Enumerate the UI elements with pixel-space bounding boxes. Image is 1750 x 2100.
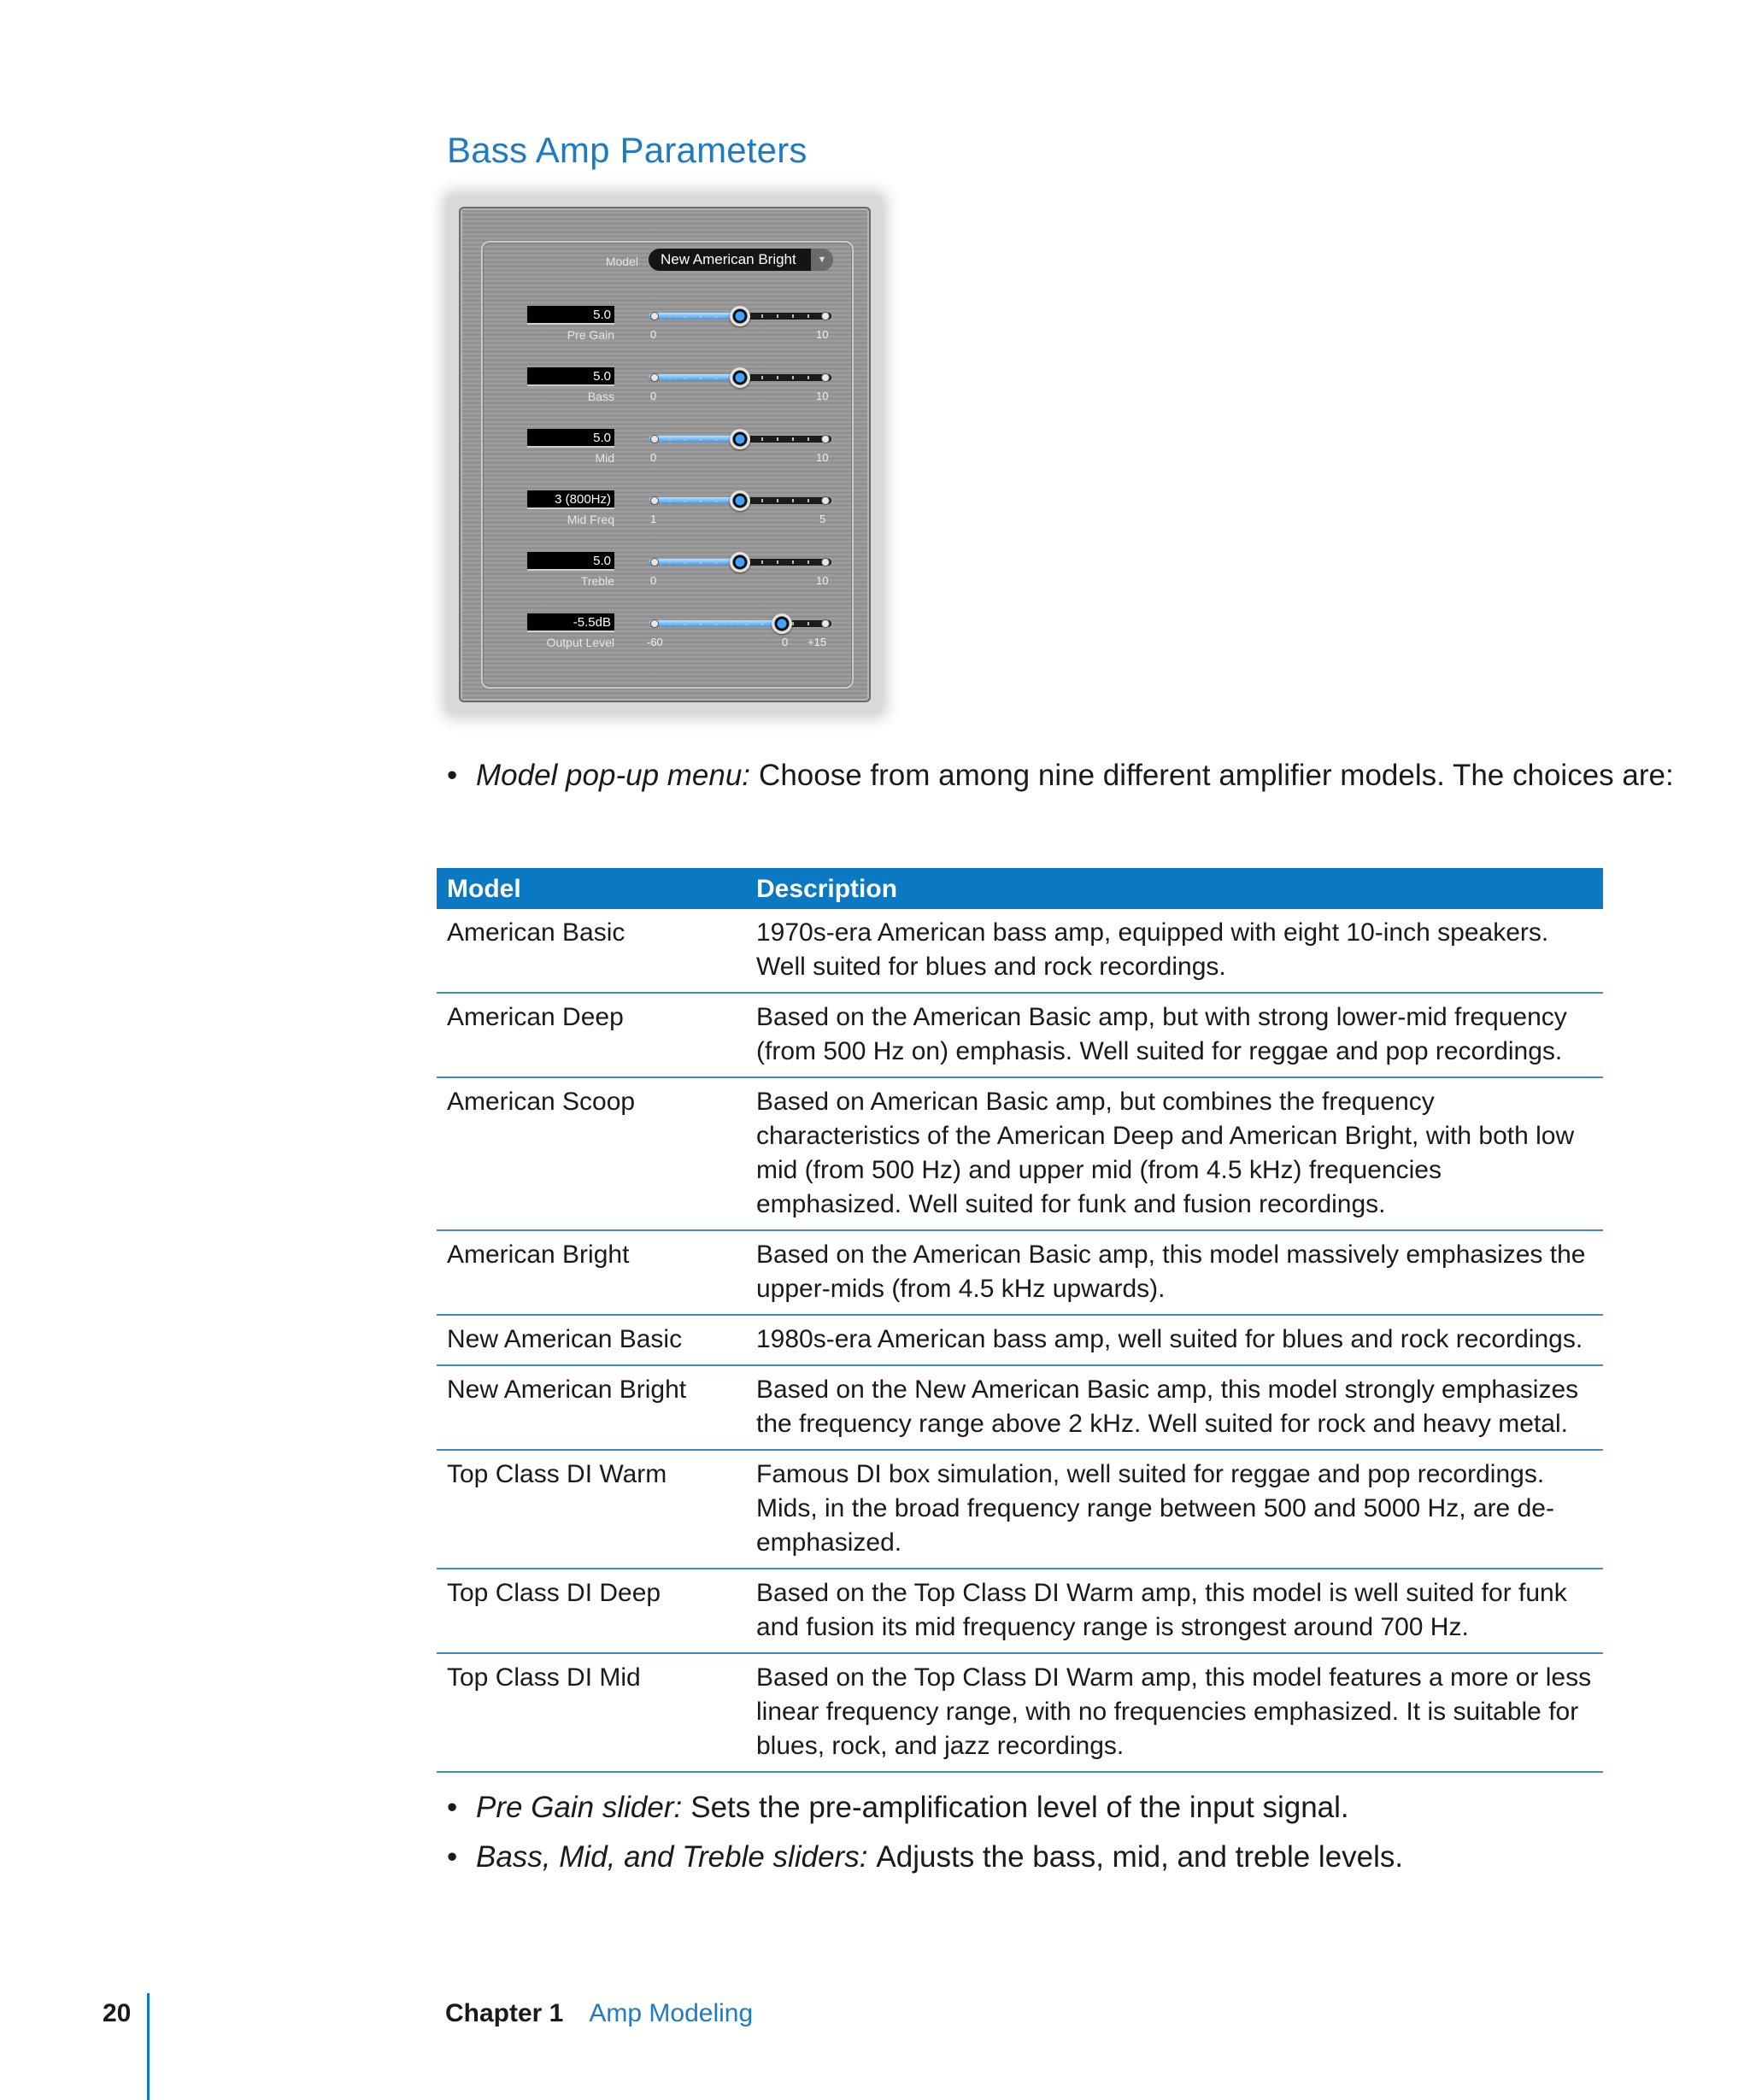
scale-mid: 0: [782, 636, 789, 648]
slider-thumb[interactable]: [730, 552, 750, 572]
bass-slider[interactable]: [649, 374, 831, 381]
slider-thumb[interactable]: [772, 613, 792, 634]
table-row: [437, 1450, 1603, 1569]
model-cell: New American Basic: [437, 1315, 746, 1365]
model-label: Model: [605, 255, 638, 268]
bullet-body: Adjusts the bass, mid, and treble levels.: [876, 1840, 1404, 1874]
pre-gain-label: Pre Gain: [567, 328, 614, 342]
scale-max: +15: [807, 636, 827, 648]
treble-slider-row: [459, 552, 871, 613]
table-row: [437, 1315, 1603, 1365]
chevron-down-icon: ▼: [811, 249, 833, 271]
treble-slider[interactable]: [649, 559, 831, 566]
bullet-body: Choose from among nine different amplifier models. The choices are:: [759, 759, 1674, 792]
scale-min: 1: [650, 513, 657, 525]
slider-start-cap: [650, 619, 659, 628]
slider-end-cap: [821, 312, 830, 320]
treble-label: Treble: [580, 574, 614, 588]
model-cell: American Scoop: [437, 1077, 746, 1230]
model-popup-bullet: [447, 755, 1674, 796]
slider-start-cap: [650, 373, 659, 382]
scale-max: 10: [816, 574, 829, 587]
chapter-footer: [445, 1999, 753, 2028]
bullet-dot: •: [447, 1840, 458, 1874]
section-title: Bass Amp Parameters: [447, 130, 807, 171]
panel-brushed-metal: [459, 207, 871, 702]
slider-thumb[interactable]: [730, 429, 750, 449]
model-popup-menu[interactable]: [649, 249, 833, 271]
output-level-slider-row: [459, 613, 871, 675]
table-row: [437, 1365, 1603, 1450]
output-level-slider[interactable]: [649, 620, 831, 627]
treble-value-field[interactable]: 5.0: [527, 552, 614, 571]
bass-value-field[interactable]: 5.0: [527, 367, 614, 386]
model-cell: American Bright: [437, 1230, 746, 1315]
model-cell: Top Class DI Warm: [437, 1450, 746, 1569]
pre-gain-slider-row: [459, 306, 871, 367]
output-level-label: Output Level: [546, 636, 614, 649]
bullet-lead: Model pop-up menu:: [476, 759, 751, 792]
model-cell: Top Class DI Deep: [437, 1569, 746, 1653]
pre-gain-value-field[interactable]: 5.0: [527, 306, 614, 325]
table-row: [437, 1569, 1603, 1653]
mid-freq-label: Mid Freq: [567, 513, 614, 526]
table-row: [437, 1077, 1603, 1230]
slider-end-cap: [821, 435, 830, 443]
bass-label: Bass: [587, 390, 614, 403]
model-cell: Top Class DI Mid: [437, 1653, 746, 1772]
model-cell: New American Bright: [437, 1365, 746, 1450]
slider-thumb[interactable]: [730, 306, 750, 326]
scale-min: 0: [650, 451, 657, 464]
table-row: [437, 1230, 1603, 1315]
description-cell: Based on the Top Class DI Warm amp, this model features a more or less linear frequency range, with no frequencies emphasized. It is suitable for blues, rock, and jazz recordings.: [746, 1653, 1603, 1772]
bullet-text: [476, 755, 1674, 796]
mid-value-field[interactable]: 5.0: [527, 429, 614, 448]
scale-min: -60: [647, 636, 663, 648]
page-number: 20: [103, 1999, 132, 2027]
page-number-rule: [147, 1993, 150, 2100]
table-row: [437, 1653, 1603, 1772]
slider-end-cap: [821, 496, 830, 505]
mid-slider-row: [459, 429, 871, 490]
column-header-description: Description: [746, 868, 1603, 909]
description-cell: 1980s-era American bass amp, well suited for blues and rock recordings.: [746, 1315, 1603, 1365]
model-popup-value: New American Bright: [661, 251, 796, 267]
amp-models-table: [437, 868, 1603, 1773]
slider-thumb[interactable]: [730, 490, 750, 511]
bullet-dot: •: [447, 1791, 458, 1824]
mid-label: Mid: [595, 451, 614, 465]
description-cell: 1970s-era American bass amp, equipped with eight 10-inch speakers. Well suited for blues and rock recordings.: [746, 909, 1603, 993]
scale-max: 10: [816, 328, 829, 341]
slider-ticks: [654, 622, 826, 625]
description-cell: Famous DI box simulation, well suited for reggae and pop recordings. Mids, in the broad frequency range between 500 and 5000 Hz, are de-emphasized.: [746, 1450, 1603, 1569]
bass-slider-row: [459, 367, 871, 429]
chapter-label: Chapter 1: [445, 1999, 564, 2027]
bullet-lead: Bass, Mid, and Treble sliders:: [476, 1840, 868, 1874]
mid-freq-slider[interactable]: [649, 497, 831, 504]
description-cell: Based on the Top Class DI Warm amp, this model is well suited for funk and fusion its mid frequency range is strongest around 700 Hz.: [746, 1569, 1603, 1653]
scale-max: 10: [816, 390, 829, 402]
description-cell: Based on the American Basic amp, this model massively emphasizes the upper-mids (from 4.5 kHz upwards).: [746, 1230, 1603, 1315]
scale-max: 5: [819, 513, 826, 525]
slider-start-cap: [650, 496, 659, 505]
description-cell: Based on the American Basic amp, but with strong lower-mid frequency (from 500 Hz on) emphasis. Well suited for reggae and pop recordings.: [746, 993, 1603, 1077]
mid-slider[interactable]: [649, 436, 831, 443]
pre-gain-bullet: [447, 1787, 1349, 1828]
slider-end-cap: [821, 373, 830, 382]
bullet-lead: Pre Gain slider:: [476, 1791, 683, 1824]
slider-start-cap: [650, 435, 659, 443]
scale-min: 0: [650, 574, 657, 587]
table-header-row: [437, 868, 1603, 909]
table-row: [437, 993, 1603, 1077]
bullet-body: Sets the pre-amplification level of the input signal.: [690, 1791, 1349, 1824]
column-header-model: Model: [437, 868, 746, 909]
scale-max: 10: [816, 451, 829, 464]
slider-start-cap: [650, 312, 659, 320]
model-cell: American Deep: [437, 993, 746, 1077]
description-cell: Based on the New American Basic amp, this model strongly emphasizes the frequency range above 2 kHz. Well suited for rock and heavy metal.: [746, 1365, 1603, 1450]
slider-end-cap: [821, 619, 830, 628]
slider-start-cap: [650, 558, 659, 566]
bass-amp-plugin-panel: [447, 195, 883, 714]
mid-freq-value-field[interactable]: 3 (800Hz): [527, 490, 614, 509]
bass-mid-treble-bullet: [447, 1837, 1403, 1878]
bullet-text: [476, 1787, 1349, 1828]
scale-min: 0: [650, 328, 657, 341]
model-cell: American Basic: [437, 909, 746, 993]
mid-freq-slider-row: [459, 490, 871, 552]
scale-min: 0: [650, 390, 657, 402]
slider-thumb[interactable]: [730, 367, 750, 388]
table-row: [437, 909, 1603, 993]
description-cell: Based on American Basic amp, but combines the frequency characteristics of the American Deep and American Bright, with both low mid (from 500 Hz) and upper mid (from 4.5 kHz) frequencies emphasized. Well suited for funk and fusion recordings.: [746, 1077, 1603, 1230]
slider-end-cap: [821, 558, 830, 566]
chapter-title-link[interactable]: Amp Modeling: [589, 1999, 754, 2027]
output-level-value-field[interactable]: -5.5dB: [527, 613, 614, 632]
bullet-text: [476, 1837, 1403, 1878]
bullet-dot: •: [447, 759, 458, 792]
pre-gain-slider[interactable]: [649, 313, 831, 320]
